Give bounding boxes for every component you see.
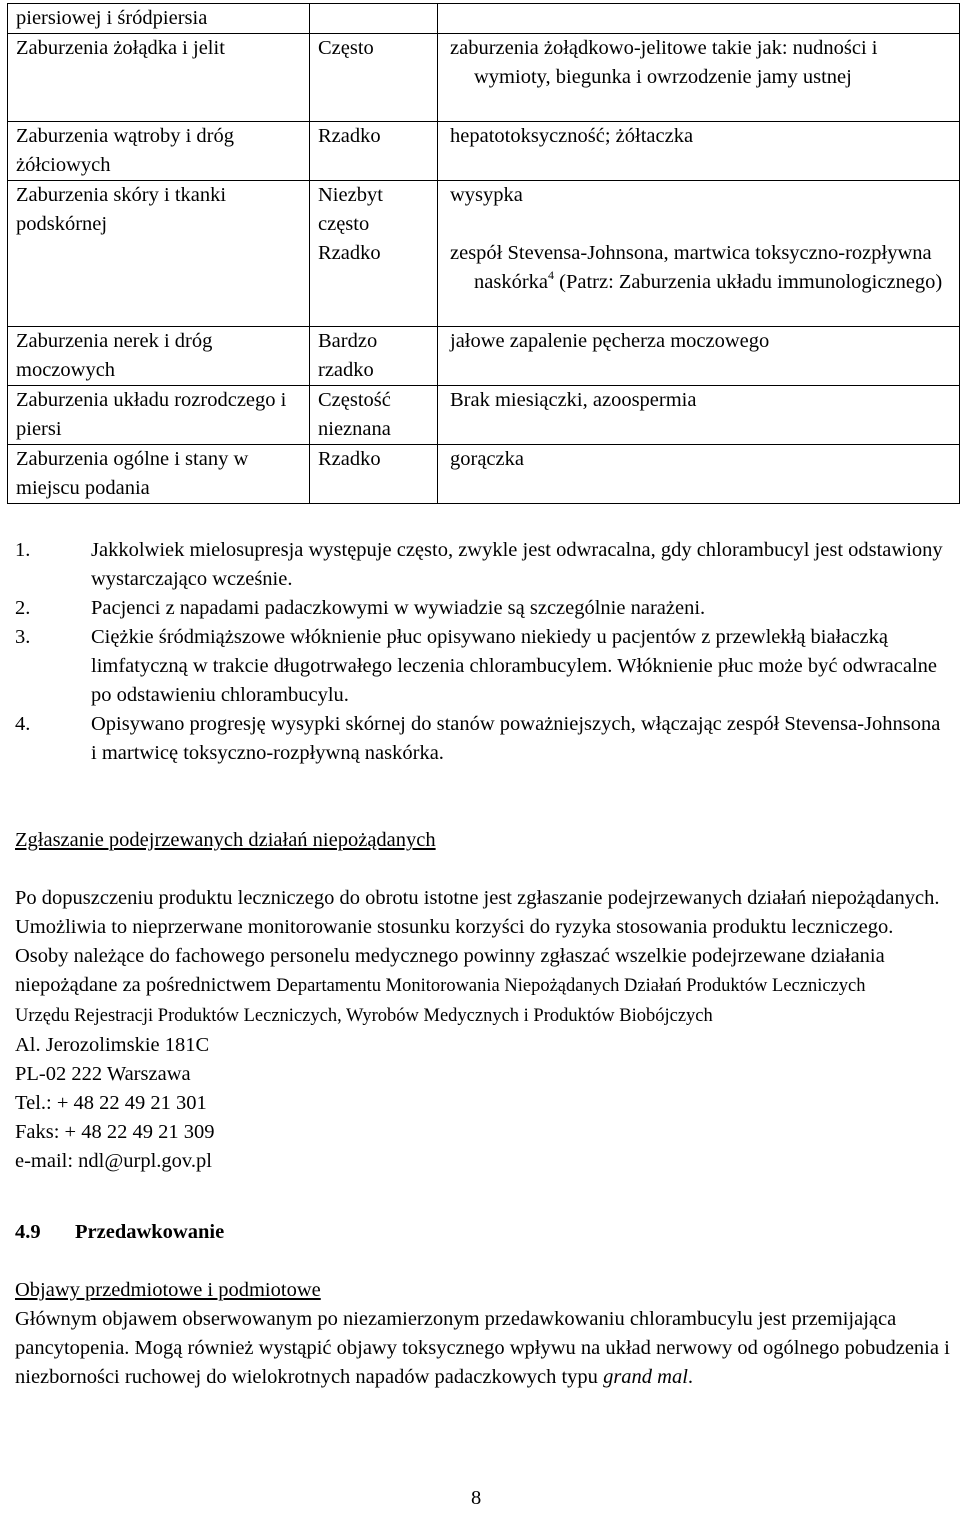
overdose-text: Głównym objawem obserwowanym po niezamierzonym przedawkowaniu chlorambucylu jest przemijająca pancytopenia. Mogą również wystąpić objawy toksycznego wpływu na układ nerwowy od ogólnego pobudzenia i niezborności ruchowej do wielokrotnych napadów padaczkowych typu bbox=[15, 1308, 950, 1388]
table-row bbox=[8, 122, 960, 181]
agency-address: Al. Jerozolimskie 181C bbox=[15, 1034, 210, 1056]
footnote-text: Ciężkie śródmiąższowe włóknienie płuc opisywano niekiedy u pacjentów z przewlekłą białaczką limfatyczną w trakcie długotrwałego leczenia chlorambucylem. Włóknienie płuc może być odwracalne po odstawieniu chlorambucylu. bbox=[91, 626, 938, 706]
frequency-cell: Bardzo rzadko bbox=[310, 327, 438, 386]
footnote-number: 1. bbox=[15, 539, 31, 561]
frequency-cell: Rzadko bbox=[310, 445, 438, 504]
footnote-item bbox=[15, 710, 945, 768]
frequency-cell: Częstość nieznana bbox=[310, 386, 438, 445]
frequency-cell: Niezbyt często bbox=[310, 181, 438, 240]
footnote-item bbox=[15, 594, 945, 623]
effect-cell: jałowe zapalenie pęcherza moczowego bbox=[438, 327, 960, 386]
organ-class-cell bbox=[8, 239, 310, 327]
section-number: 4.9 bbox=[15, 1221, 41, 1243]
effect-cell: wysypka bbox=[438, 181, 960, 240]
reporting-intro: Po dopuszczeniu produktu leczniczego do obrotu istotne jest zgłaszanie podejrzewanych działań niepożądanych. Umożliwia to nieprzerwane monitorowanie stosunku korzyści do ryzyka stosowania produktu leczniczego. Osoby należące do fachowego personelu medycznego powinny zgłaszać wszelkie podejrzewane działania niepożądane za pośrednictwem bbox=[15, 887, 940, 996]
table-row bbox=[8, 239, 960, 327]
effect-cell: hepatotoksyczność; żółtaczka bbox=[438, 122, 960, 181]
organ-class-cell: Zaburzenia układu rozrodczego i piersi bbox=[8, 386, 310, 445]
overdose-text-end: . bbox=[687, 1366, 694, 1388]
footnote-item bbox=[15, 623, 945, 710]
footnote-item bbox=[15, 536, 945, 594]
effect-text: zespół Stevensa-Johnsona, martwica toksyczno-rozpływna naskórka bbox=[450, 242, 932, 293]
frequency-cell: Rzadko bbox=[310, 122, 438, 181]
table-row bbox=[8, 181, 960, 240]
frequency-cell bbox=[310, 4, 438, 34]
agency-phone: Tel.: + 48 22 49 21 301 bbox=[15, 1092, 207, 1114]
effect-cell bbox=[438, 239, 960, 327]
agency-postal: PL-02 222 Warszawa bbox=[15, 1063, 191, 1085]
agency-fax: Faks: + 48 22 49 21 309 bbox=[15, 1121, 215, 1143]
effect-cell: zaburzenia żołądkowo-jelitowe takie jak: nudności i wymioty, biegunka i owrzodzenie jamy ustnej bbox=[438, 34, 960, 122]
agency-email: e-mail: ndl@urpl.gov.pl bbox=[15, 1150, 212, 1172]
effect-cell bbox=[438, 4, 960, 34]
adverse-effects-table bbox=[7, 3, 960, 504]
overdose-paragraph bbox=[15, 1305, 950, 1392]
overdose-italic-term: grand mal bbox=[603, 1366, 688, 1388]
section-title: Przedawkowanie bbox=[75, 1221, 225, 1243]
organ-class-cell: Zaburzenia wątroby i dróg żółciowych bbox=[8, 122, 310, 181]
footnote-number: 3. bbox=[15, 626, 31, 648]
footnote-text: Pacjenci z napadami padaczkowymi w wywiadzie są szczególnie narażeni. bbox=[91, 597, 706, 619]
page-number: 8 bbox=[471, 1487, 482, 1509]
agency-name-line1: Departamentu Monitorowania Niepożądanych Działań Produktów Leczniczych bbox=[276, 976, 866, 996]
frequency-cell: Często bbox=[310, 34, 438, 122]
organ-class-cell: Zaburzenia ogólne i stany w miejscu podania bbox=[8, 445, 310, 504]
agency-name-line2: Urzędu Rejestracji Produktów Leczniczych, Wyrobów Medycznych i Produktów Biobójczych bbox=[15, 1006, 713, 1026]
reporting-heading: Zgłaszanie podejrzewanych działań niepożądanych bbox=[15, 829, 436, 851]
frequency-cell: Rzadko bbox=[310, 239, 438, 327]
table-row bbox=[8, 4, 960, 34]
effect-cell: Brak miesiączki, azoospermia bbox=[438, 386, 960, 445]
footnote-number: 2. bbox=[15, 597, 31, 619]
footnote-number: 4. bbox=[15, 713, 31, 735]
table-row bbox=[8, 445, 960, 504]
table-row bbox=[8, 34, 960, 122]
section-heading-overdose bbox=[15, 1218, 224, 1247]
organ-class-cell: piersiowej i śródpiersia bbox=[8, 4, 310, 34]
effect-cell: gorączka bbox=[438, 445, 960, 504]
footnote-text: Opisywano progresję wysypki skórnej do stanów poważniejszych, włączając zespół Stevensa-Johnsona i martwicę toksyczno-rozpływną naskórka. bbox=[91, 713, 941, 764]
organ-class-cell: Zaburzenia nerek i dróg moczowych bbox=[8, 327, 310, 386]
organ-class-cell: Zaburzenia żołądka i jelit bbox=[8, 34, 310, 122]
organ-class-cell: Zaburzenia skóry i tkanki podskórnej bbox=[8, 181, 310, 240]
table-row bbox=[8, 327, 960, 386]
table-row bbox=[8, 386, 960, 445]
footnotes-list bbox=[15, 536, 945, 768]
footnote-ref: 4 bbox=[548, 268, 555, 282]
reporting-paragraph bbox=[15, 884, 950, 1176]
overdose-subheading: Objawy przedmiotowe i podmiotowe bbox=[15, 1279, 321, 1301]
effect-text: (Patrz: Zaburzenia układu immunologicznego) bbox=[554, 271, 943, 293]
footnote-text: Jakkolwiek mielosupresja występuje często, zwykle jest odwracalna, gdy chlorambucyl jest odstawiony wystarczająco wcześnie. bbox=[91, 539, 943, 590]
